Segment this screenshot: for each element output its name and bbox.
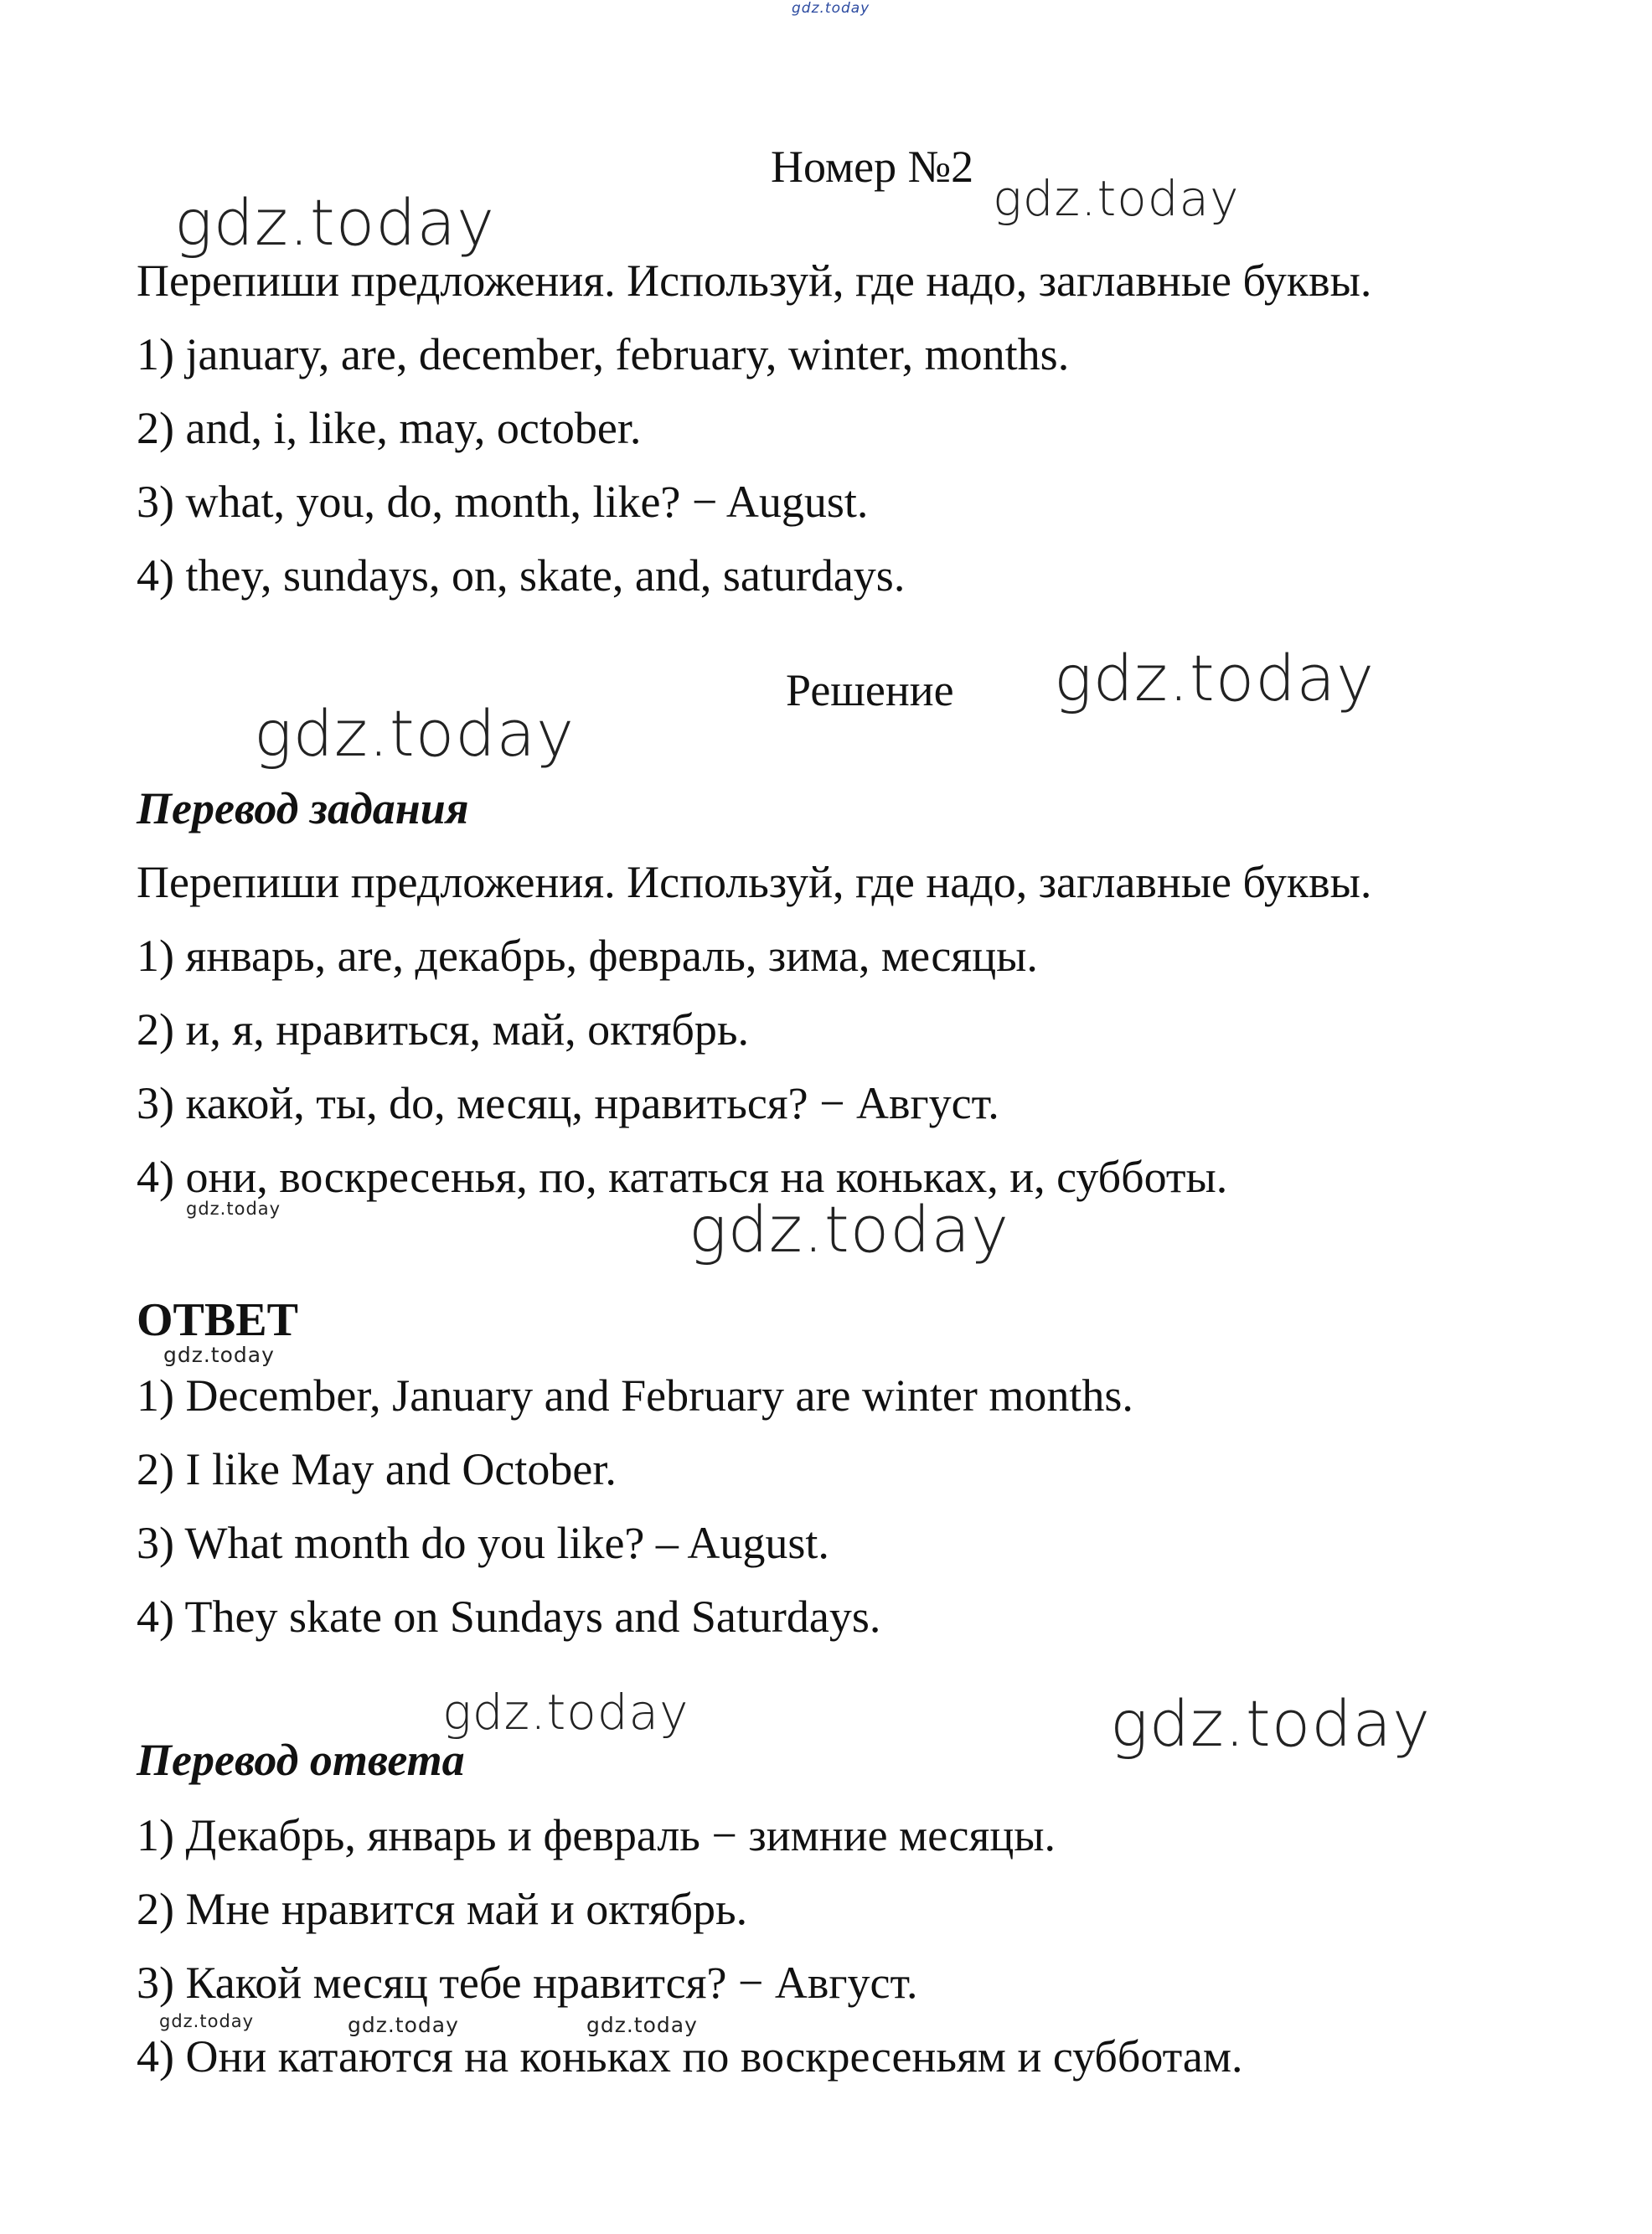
watermark: gdz.today (792, 0, 870, 17)
answer-translation-item: 3) Какой месяц тебе нравится? − Август. (137, 1958, 918, 2008)
task-translation-item: 4) они, воскресенья, по, кататься на коньках, и, субботы. (137, 1152, 1228, 1202)
answer-translation-item: 1) Декабрь, январь и февраль − зимние месяцы. (137, 1810, 1056, 1860)
watermark: gdz.today (163, 1343, 275, 1367)
task-item: 1) january, are, december, february, winter, months. (137, 329, 1070, 379)
answer-translation-heading: Перевод ответа (137, 1735, 465, 1785)
task-translation-item: 3) какой, ты, do, месяц, нравиться? − Август. (137, 1078, 999, 1128)
watermark: gdz.today (689, 1192, 1009, 1267)
watermark: gdz.today (348, 2013, 459, 2037)
answer-heading: ОТВЕТ (137, 1294, 298, 1346)
task-translation-item: 1) январь, are, декабрь, февраль, зима, месяцы. (137, 931, 1038, 981)
watermark: gdz.today (586, 2013, 698, 2037)
watermark: gdz.today (993, 170, 1240, 227)
watermark: gdz.today (1054, 641, 1375, 715)
answer-translation-item: 4) Они катаются на коньках по воскресеньям и субботам. (137, 2031, 1243, 2082)
watermark: gdz.today (174, 185, 495, 260)
task-instruction: Перепиши предложения. Используй, где надо, заглавные буквы. (137, 255, 1372, 306)
task-item: 2) and, i, like, may, october. (137, 403, 642, 453)
task-translation-instruction: Перепиши предложения. Используй, где надо, заглавные буквы. (137, 857, 1372, 907)
task-item: 4) they, sundays, on, skate, and, saturdays. (137, 550, 906, 601)
task-item: 3) what, you, do, month, like? − August. (137, 477, 869, 527)
watermark: gdz.today (186, 1199, 281, 1219)
answer-item: 2) I like May and October. (137, 1444, 617, 1494)
solution-label: Решение (786, 665, 954, 715)
watermark: gdz.today (254, 696, 575, 771)
answer-item: 1) December, January and February are winter months. (137, 1370, 1133, 1421)
answer-item: 3) What month do you like? – August. (137, 1518, 829, 1568)
answer-item: 4) They skate on Sundays and Saturdays. (137, 1592, 881, 1642)
watermark: gdz.today (159, 2011, 255, 2031)
answer-translation-item: 2) Мне нравится май и октябрь. (137, 1884, 748, 1934)
task-translation-heading: Перевод задания (137, 783, 469, 833)
page-title: Номер №2 (771, 142, 974, 192)
watermark: gdz.today (1110, 1686, 1431, 1761)
watermark: gdz.today (442, 1684, 689, 1741)
task-translation-item: 2) и, я, нравиться, май, октябрь. (137, 1004, 750, 1055)
